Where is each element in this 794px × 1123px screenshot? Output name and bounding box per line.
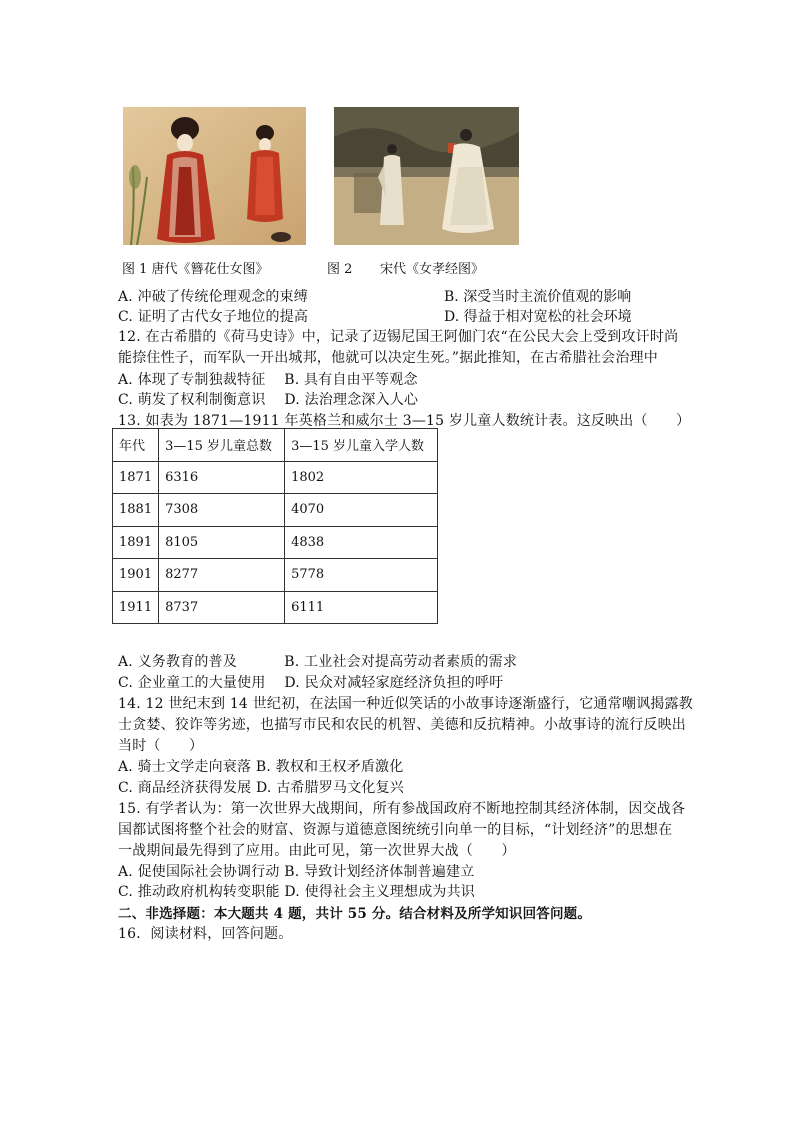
table-cell: 4838 (285, 526, 438, 559)
q12-stem-line1: 12. 在古希腊的《荷马史诗》中，记录了迈锡尼国王阿伽门农“在公民大会上受到攻讦时尚 (118, 329, 679, 345)
table-header-cell: 3—15 岁儿童入学人数 (285, 429, 438, 462)
q14-stem-line1: 14. 12 世纪末到 14 世纪初，在法国一种近似笑话的小故事诗逐渐盛行，它通常嘲讽揭露教 (118, 696, 693, 712)
table-header-cell: 3—15 岁儿童总数 (159, 429, 285, 462)
q14-options-cd: C. 商品经济获得发展 D. 古希腊罗马文化复兴 (118, 780, 404, 796)
q16-stem: 16．阅读材料，回答问题。 (118, 926, 293, 942)
section-2-heading: 二、非选择题：本大题共 4 题，共计 55 分。结合材料及所学知识回答问题。 (118, 906, 592, 922)
q12-options-ab: A. 体现了专制独裁特征 B. 具有自由平等观念 (118, 372, 418, 388)
table-cell: 1881 (113, 494, 159, 527)
q11-option-a: A. 冲破了传统伦理观念的束缚 (118, 289, 309, 305)
table-cell: 1802 (285, 461, 438, 494)
figure-1-painting (123, 107, 306, 245)
figure-2-painting (334, 107, 519, 245)
figure-2-caption-title: 宋代《女孝经图》 (380, 262, 485, 277)
q14-stem-line3: 当时（ ） (118, 738, 204, 754)
table-cell: 1891 (113, 526, 159, 559)
q14-stem-line2: 士贪婪、狡诈等劣迹，也描写市民和农民的机智、美德和反抗精神。小故事诗的流行反映出 (118, 717, 686, 733)
q15-stem-line3: 一战期间最先得到了应用。由此可见，第一次世界大战（ ） (118, 843, 516, 859)
table-cell: 6316 (159, 461, 285, 494)
q11-option-b: B. 深受当时主流价值观的影响 (444, 289, 632, 305)
table-cell: 1911 (113, 591, 159, 624)
table-cell: 8277 (159, 559, 285, 592)
q12-stem-line2: 能捺住性子，而军队一开出城邦，他就可以决定生死。”据此推知，在古希腊社会治理中 (118, 350, 658, 366)
table-cell: 4070 (285, 494, 438, 527)
table-header-row (113, 429, 438, 462)
q13-stem: 13. 如表为 1871—1911 年英格兰和威尔士 3—15 岁儿童人数统计表。这反映出（ ） (118, 413, 691, 429)
table-cell: 5778 (285, 559, 438, 592)
q15-options-cd: C. 推动政府机构转变职能 D. 使得社会主义理想成为共识 (118, 884, 475, 900)
table-cell: 1871 (113, 461, 159, 494)
q15-stem-line2: 国都试图将整个社会的财富、资源与道德意图统统引向单一的目标，“计划经济”的思想在 (118, 822, 673, 838)
q13-data-table (112, 428, 438, 624)
figure-1-caption: 图 1 唐代《簪花仕女图》 (122, 262, 269, 277)
table-row (113, 526, 438, 559)
table-row (113, 461, 438, 494)
q13-options-ab: A. 义务教育的普及 B. 工业社会对提高劳动者素质的需求 (118, 654, 518, 670)
q15-options-ab: A. 促使国际社会协调行动 B. 导致计划经济体制普遍建立 (118, 864, 475, 880)
q12-options-cd: C. 萌发了权利制衡意识 D. 法治理念深入人心 (118, 392, 419, 408)
table-cell: 8737 (159, 591, 285, 624)
q11-option-d: D. 得益于相对宽松的社会环境 (444, 309, 632, 325)
table-cell: 1901 (113, 559, 159, 592)
q13-options-cd: C. 企业童工的大量使用 D. 民众对减轻家庭经济负担的呼吁 (118, 675, 504, 691)
q11-option-c: C. 证明了古代女子地位的提高 (118, 309, 309, 325)
table-row (113, 494, 438, 527)
table-cell: 6111 (285, 591, 438, 624)
table-cell: 7308 (159, 494, 285, 527)
table-cell: 8105 (159, 526, 285, 559)
q14-options-ab: A. 骑士文学走向衰落 B. 教权和王权矛盾激化 (118, 759, 404, 775)
table-row (113, 591, 438, 624)
figure-2-caption-label: 图 2 (327, 262, 353, 277)
table-header-cell: 年代 (113, 429, 159, 462)
q15-stem-line1: 15. 有学者认为：第一次世界大战期间，所有参战国政府不断地控制其经济体制，因交战各 (118, 801, 686, 817)
table-row (113, 559, 438, 592)
